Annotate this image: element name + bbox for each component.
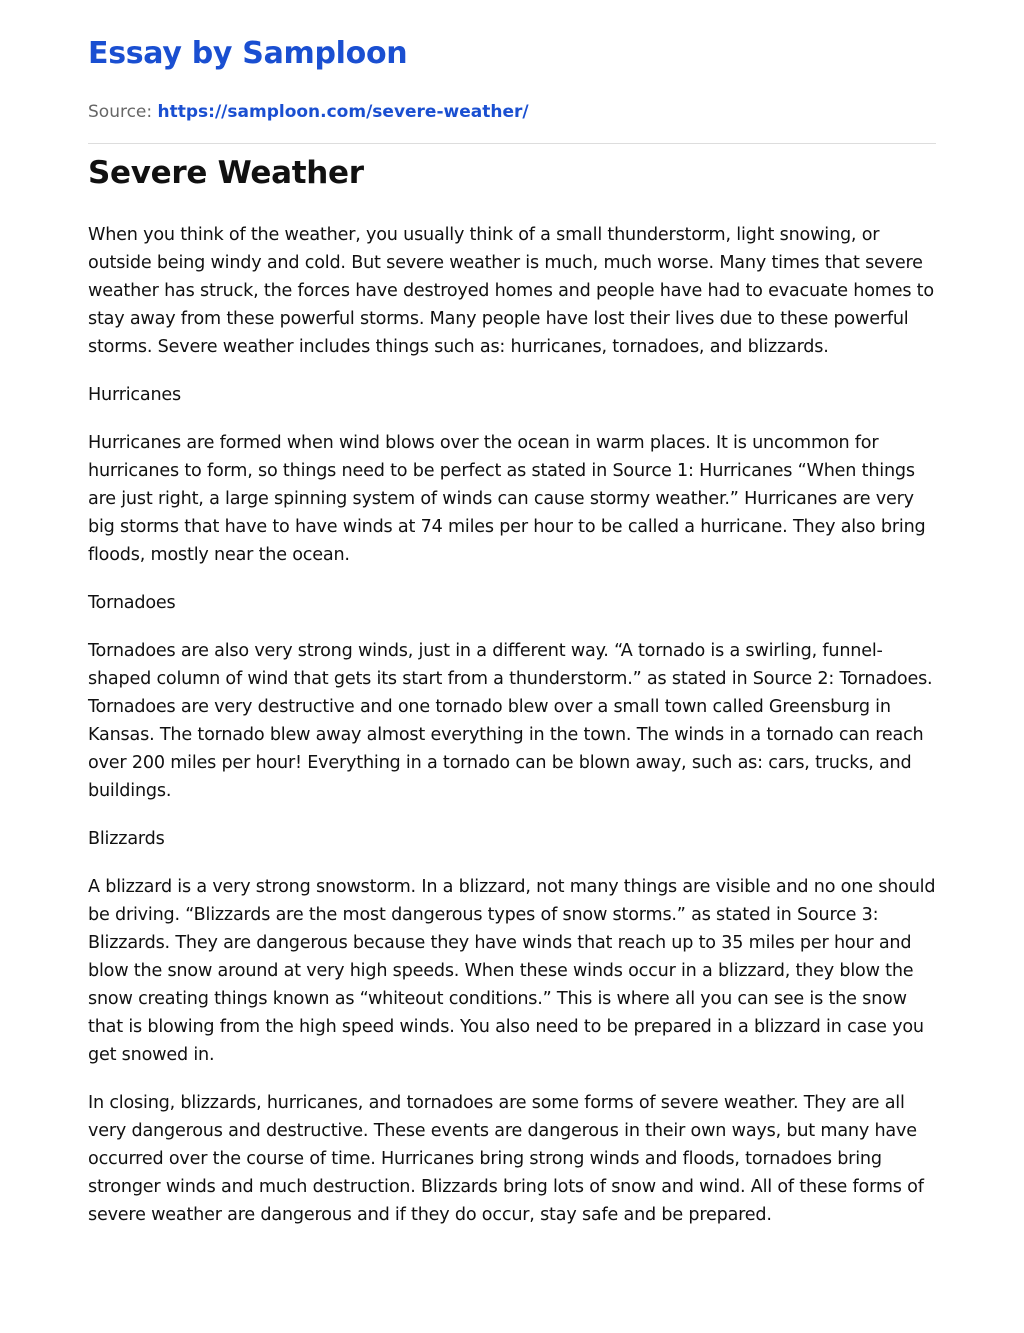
paragraph-conclusion: In closing, blizzards, hurricanes, and tornadoes are some forms of severe weather. They are all very dangerous and destructive. These events are dangerous in their own ways, but many have occurred over the course of time. Hurricanes bring strong winds and floods, tornadoes bring stronger winds and much destruction. Blizzards bring lots of snow and wind. All of these forms of severe weather are dangerous and if they do occur, stay safe and be prepared. [88, 1093, 924, 1225]
source-line [88, 102, 529, 122]
site-brand[interactable]: Essay by Samploon [88, 36, 408, 71]
article-title: Severe Weather [88, 155, 364, 191]
paragraph-blizzards: A blizzard is a very strong snowstorm. In a blizzard, not many things are visible and no one should be driving. “Blizzards are the most dangerous types of snow storms.” as stated in Source 3: Blizzards. They are dangerous because they have winds that reach up to 35 miles per hour and blow the snow around at very high speeds. When these winds occur in a blizzard, they blow the snow creating things known as “whiteout conditions.” This is where all you can see is the snow that is blowing from the high speed winds. You also need to be prepared in a blizzard in case you get snowed in. [88, 877, 936, 1065]
header-divider [88, 143, 936, 144]
paragraph-tornadoes: Tornadoes are also very strong winds, just in a different way. “A tornado is a swirling, funnel-shaped column of wind that gets its start from a thunderstorm.” as stated in Source 2: Tornadoes. Tornadoes are very destructive and one tornado blew over a small town called Greensburg in Kansas. The tornado blew away almost everything in the town. The winds in a tornado can reach over 200 miles per hour! Everything in a tornado can be blown away, such as: cars, trucks, and buildings. [88, 641, 933, 801]
source-label: Source: [88, 102, 153, 122]
article-body [88, 221, 938, 1249]
section-heading-hurricanes: Hurricanes [88, 385, 182, 405]
source-link[interactable]: https://samploon.com/severe-weather/ [157, 102, 529, 122]
section-heading-blizzards: Blizzards [88, 829, 165, 849]
paragraph-hurricanes: Hurricanes are formed when wind blows over the ocean in warm places. It is uncommon for hurricanes to form, so things need to be perfect as stated in Source 1: Hurricanes “When things are just right, a large spinning system of winds can cause stormy weather.” Hurricanes are very big storms that have to have winds at 74 miles per hour to be called a hurricane. They also bring floods, mostly near the ocean. [88, 433, 926, 565]
paragraph-intro: When you think of the weather, you usually think of a small thunderstorm, light snowing, or outside being windy and cold. But severe weather is much, much worse. Many times that severe weather has struck, the forces have destroyed homes and people have had to evacuate homes to stay away from these powerful storms. Many people have lost their lives due to these powerful storms. Severe weather includes things such as: hurricanes, tornadoes, and blizzards. [88, 225, 934, 357]
section-heading-tornadoes: Tornadoes [88, 593, 176, 613]
